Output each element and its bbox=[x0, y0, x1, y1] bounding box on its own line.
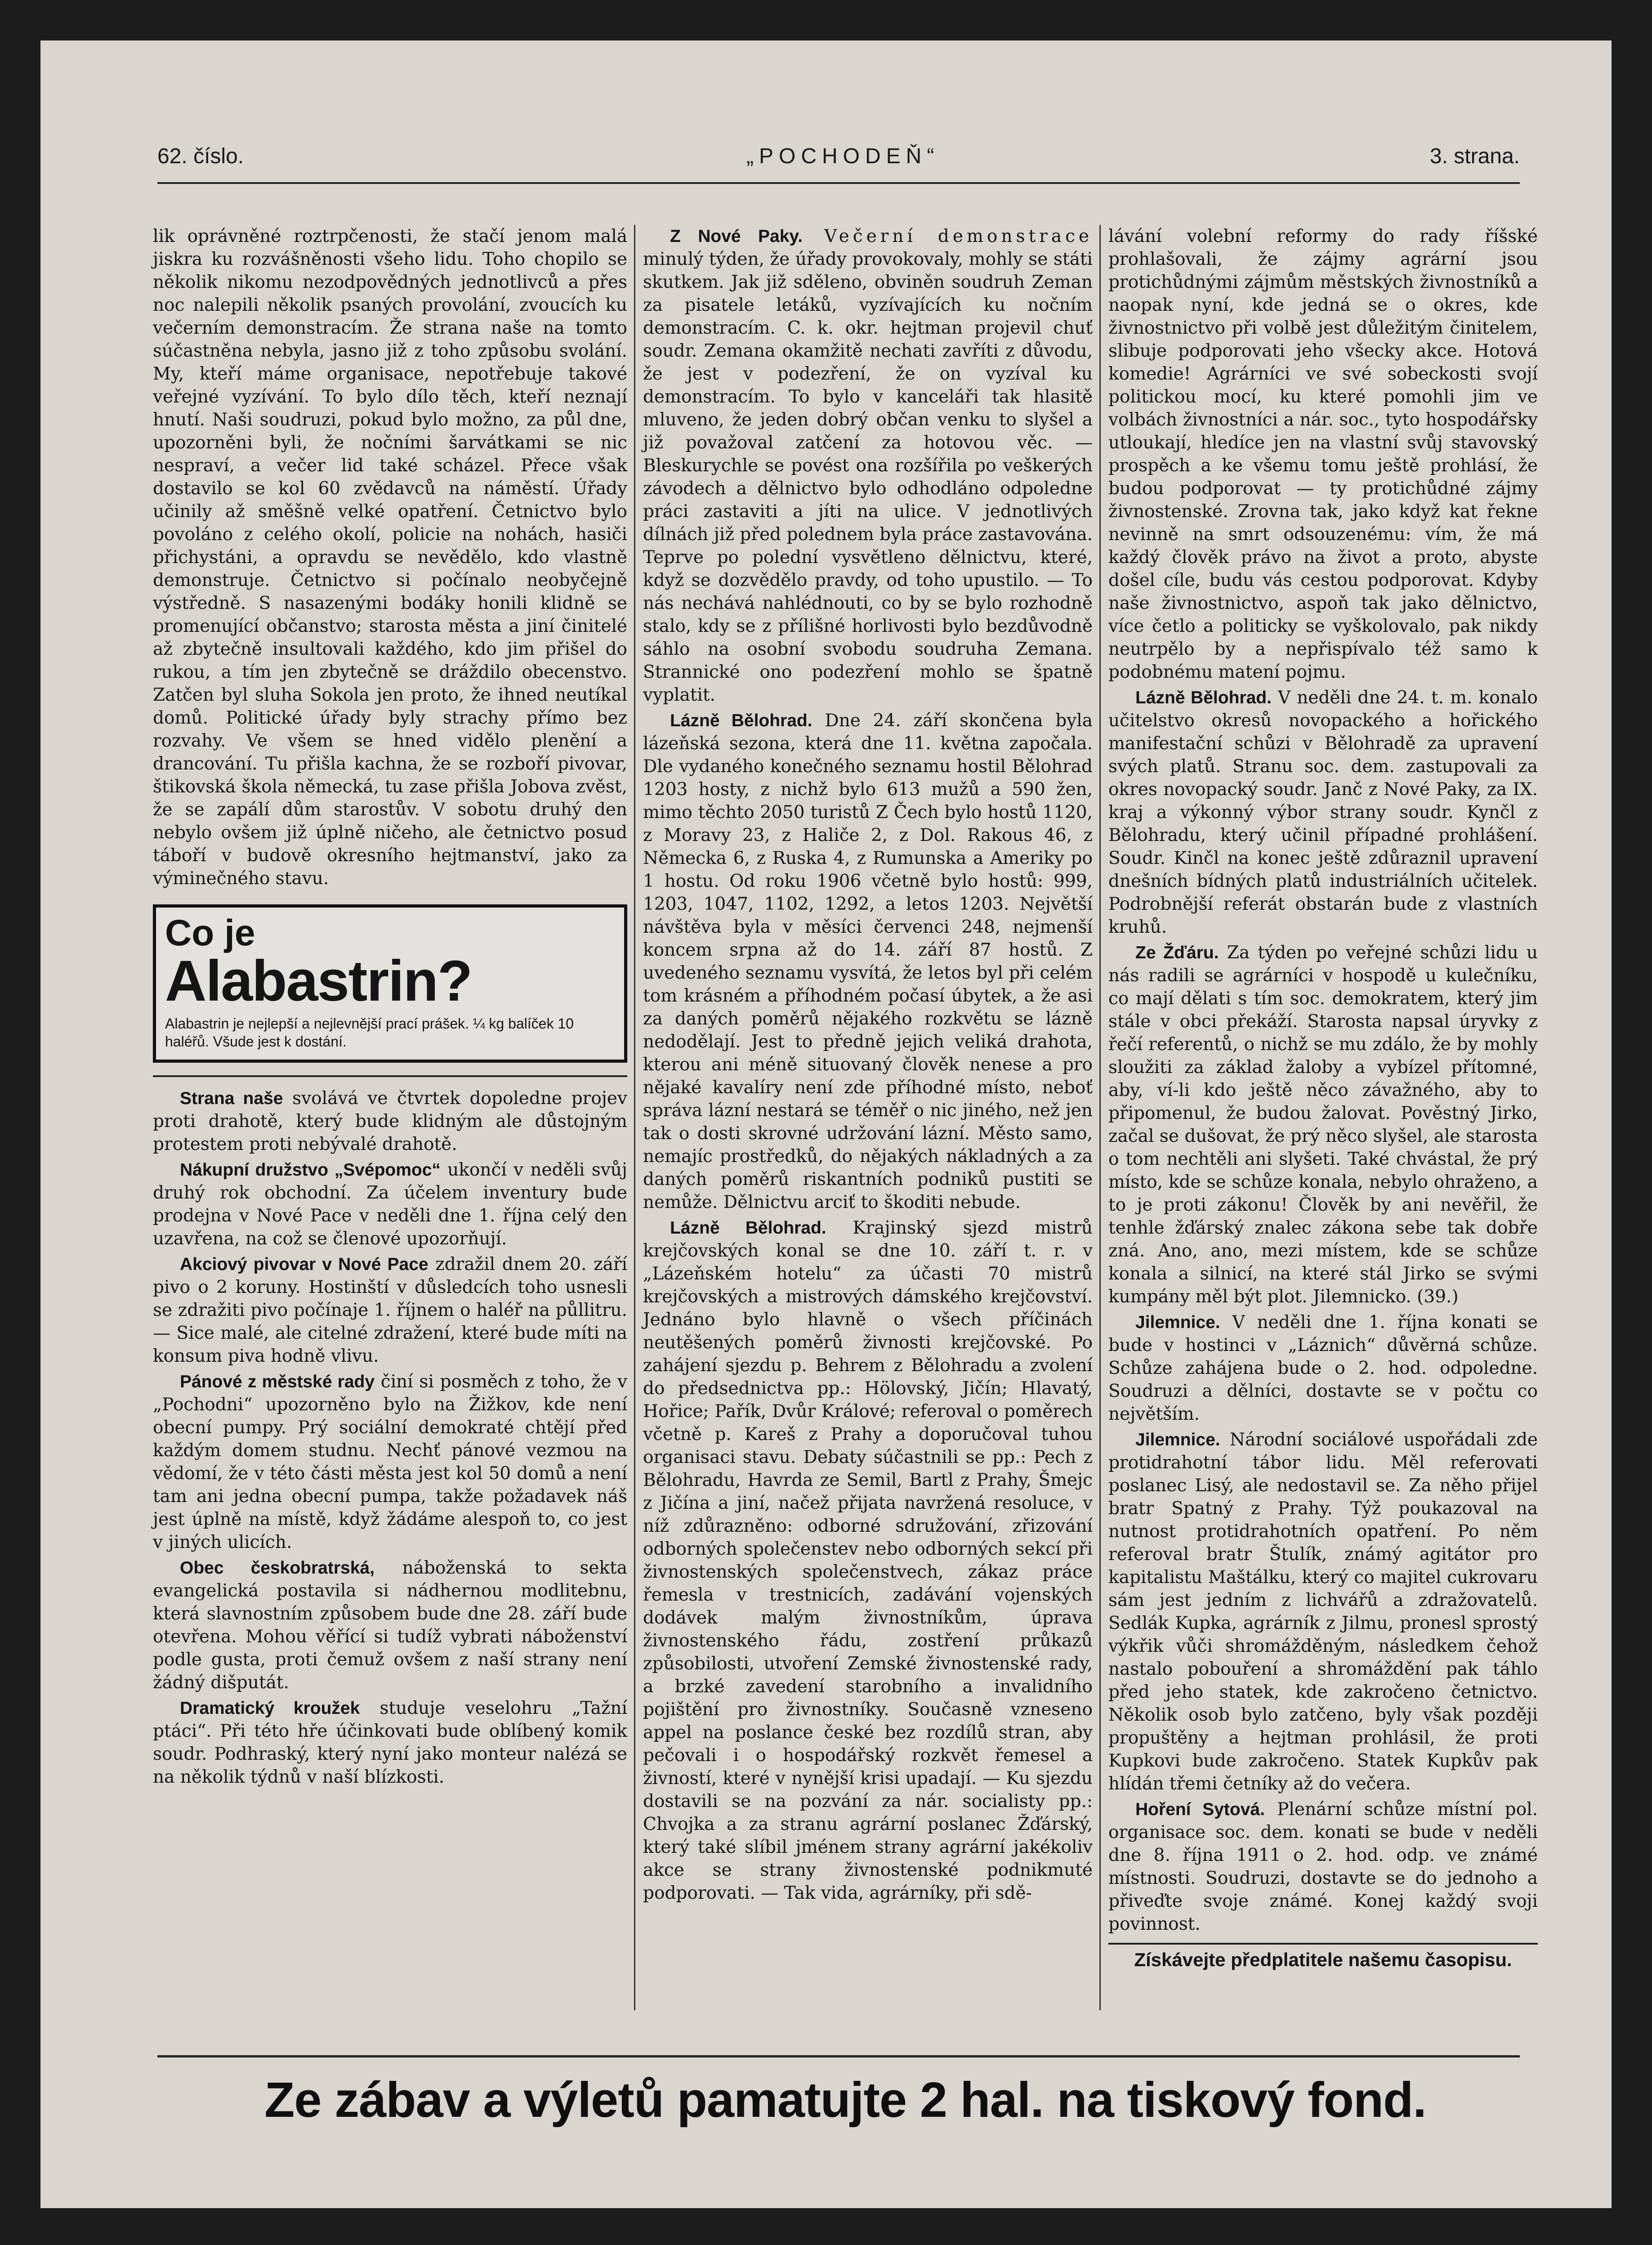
article-lead: Lázně Bělohrad. bbox=[670, 711, 813, 730]
article-ceskobratrska bbox=[153, 1556, 627, 1694]
newspaper-title: „POCHODEŇ“ bbox=[746, 144, 940, 168]
article-body: náboženská to sekta evangelická postavila si nádhernou modlitebnu, která slavnostním způsobem bude dne 28. září bude otevřena. Mohou věřící si tudíž vybrati náboženství podle gusta, proti čemuž ovšem z naší strany není žádný dišputát. bbox=[153, 1558, 628, 1693]
section-rule bbox=[153, 1075, 627, 1077]
article-strana-nase bbox=[153, 1087, 627, 1156]
article-lazne-belohrad-3 bbox=[1108, 686, 1538, 939]
article-body: zdražil dnem 20. září pivo o 2 koruny. Hostinští v důsledcích toho usnesli se zdražiti pivo počínaje 1. říjnem o haléř na půllitru. — Sice malé, ale citelné zdražení, které bude míti na konsum piva hodně vlivu. bbox=[153, 1254, 627, 1366]
article-continuation: lik oprávněné roztrpčenosti, že stačí jenom malá jiskra ku rozvášněnosti všeho lidu. Toho chopilo se několik nikomu nezodpovědných jednotlivců a přes noc nalepili několik psaných provolání, zvoucích ku večerním demonstracím. Že strana naše na tomto súčastněna nebyla, jasno již z toho způsobu svolání. My, kteří máme organisace, nepotřebuje takové veřejné vyzívání. To bylo dílo těch, kteří neznají hnutí. Naši soudruzi, pokud bylo možno, za půl dne, upozorněni byli, že nočními šarvátkami se nic nespraví, a večer lid také scházel. Přece však dostavilo se kol 60 zvědavců na náměstí. Úřady učinily až směšně velké opatření. Četnictvo bylo povoláno z celého okolí, policie na nohách, hasiči přichystáni, a opravdu se nevědělo, kdo vlastně demonstruje. Četnictvo si počínalo neobyčejně výstředně. S nasazenými bodáky honili klidně se promenující občanstvo; starosta města a jiní činitelé až zbytečně insultovali každého, kdo jim přišel do rukou, a tím jen zbytečně se dráždilo obecenstvo. Zatčen byl sluha Sokola jen proto, že ihned neutíkal domů. Politické úřady byly strachy přímo bez rozvahy. Ve všem se hned vidělo plenění a drancování. Tu přišla kachna, že se rozboří pivovar, štikovská škola německá, tu zase přišla Jobova zvěst, že se zapálí dům starostův. V sobotu druhý den nebylo ovšem již úplně ničeho, ale četnictvo posud táboří v budově okresního hejtmanství, jako za výminečného stavu. bbox=[153, 226, 627, 889]
column-divider bbox=[634, 225, 635, 2010]
newspaper-page bbox=[40, 40, 1612, 2208]
article-lead: Strana naše bbox=[180, 1089, 283, 1108]
article-body: Plenární schůze místní pol. organisace soc. dem. konati se bude v neděli dne 8. října 1911 o 2. hod. odp. ve známé místnosti. Soudruzi, dostavte se do jednoho a přiveďte svoje známé. Konej každý svoji povinnost. bbox=[1108, 1799, 1538, 1934]
article-body: V neděli dne 1. října konati se bude v hostinci v „Láznich“ důvěrná schůze. Schůze zahájena bude o 2. hod. odpoledne. Soudruzi a dělníci, dostavte se v počtu co největším. bbox=[1108, 1312, 1538, 1424]
article-lazne-belohrad-1 bbox=[643, 709, 1093, 1214]
article-body: Národní sociálové uspořádali zde protidrahotní tábor lidu. Měl referovati poslanec Lisý, ale nedostavil se. Za něho přijel bratr Spatný z Prahy. Týž poukazoval na nutnost protidrahotních opatření. Po něm referoval bratr Štulík, známý agitátor pro kapitalistu Maštálku, který co majitel cukrovaru sám jest jedním z lichvářů a zdražovatelů. Sedlák Kupka, agrárník z Jilmu, pronesl sprostý výkřik vůči shromážděným, následkem čehož nastalo pobouření a shromáždění pak táhlo před jeho statek, kde zakročeno četnictvo. Několik osob bylo zatčeno, byly však později propuštěny a hejtman prohlásil, že proti Kupkovi bude zakročeno. Statek Kupkův pak hlídán třemi četníky až do večera. bbox=[1108, 1430, 1538, 1794]
article-mestska-rada bbox=[153, 1370, 627, 1554]
header-rule bbox=[157, 182, 1520, 184]
article-lead: Akciový pivovar v Nové Pace bbox=[180, 1255, 429, 1274]
article-body: Krajinský sjezd mistrů krejčovských konal se dne 10. září t. r. v „Lázeňském hotelu“ za účasti 70 mistrů krejčovských a mistrových dámského krejčovství. Jednáno bylo hlavně o všech příčinách neutěšených poměrů živnosti krejčovské. Po zahájení sjezdu p. Behrem z Bělohradu a zvolení do předsednictva pp.: Hölovský, Jičín; Hlavatý, Hořice; Pařík, Dvůr Králové; referoval o poměrech včetně p. Kareš z Prahy a doporučoval tuhou organisaci stavu. Debaty súčastnili se pp.: Pech z Bělohradu, Havrda ze Semil, Bartl z Prahy, Šmejc z Jičína a jiní, načež přijata navržená resoluce, v níž zdůrazněno: odborné sdružování, zřizování odborných společenstev nebo odborných sekcí při živnostenských společenstvech, zákaz práce řemesla v trestnicích, zadávání vojenských dodávek malým živnostníkům, úprava živnostenského řádu, zostření průkazů způsobilosti, utvoření Zemské živnostenské rady, a brzké zavedení starobního a invalidního pojištění pro živnostníky. Současně vzneseno appel na poslance české bez rozdílů stran, aby pečovali i o hospodářský rozkvět řemesel a živností, které v nynější krisi upadají. — Ku sjezdu dostavili se na pozvání za nár. socialisty pp.: Chvojka a za stranu agrární poslanec Žďárský, který také slíbil jménem strany agrární jakékoliv akce se strany živnostenské podnikmuté podporovati. — Tak vida, agrárníky, při sdě- bbox=[643, 1218, 1093, 1903]
article-ze-zdaru bbox=[1108, 941, 1538, 1308]
subscription-banner: Získávejte předplatitele našemu časopisu. bbox=[1108, 1943, 1538, 1971]
article-lead: Lázně Bělohrad. bbox=[1135, 688, 1272, 707]
article-body: Dne 24. září skončena byla lázeňská sezona, která dne 11. května započala. Dle vydaného konečného seznamu hostil Bělohrad 1203 hosty, z nichž bylo 613 mužů a 590 žen, mimo těchto 2050 turistů Z Čech bylo hostů 1120, z Moravy 23, z Haliče 2, z Dol. Rakous 46, z Německa 6, z Ruska 4, z Rumunska a Ameriky po 1 hostu. Od roku 1906 včetně bylo hostů: 999, 1203, 1047, 1102, 1292, a letos 1203. Největší návštěva byla v měsíci červenci 248, nejmenší koncem srpna až do 14. září 87 hostů. Z uvedeného seznamu vysvítá, že letos byl při celém tom krásném a příhodném počasí úbytek, a že asi za daných poměrů nějakého rozkvětu se lázně nedodělají. Jest to předně jejich veliká drahota, kterou ani méně situovaný člověk nenese a pro nějaké kavalíry není zde příhodné místo, neboť správa lázní nestará se téměř o nic jiného, než jen tak o dosti skrovné udržování lázní. Město samo, nemajíc prostředků, do nějakých nákladných a za daných poměrů riskantních podniků pustiti se nemůže. Dělnictvu arciť to škoditi nebude. bbox=[643, 711, 1093, 1212]
article-lead: Ze Žďáru. bbox=[1135, 943, 1219, 962]
article-body: svolává ve čtvrtek dopoledne projev proti drahotě, který bude klidným ale důstojným protestem proti nebývalé drahotě. bbox=[153, 1088, 627, 1154]
article-horeni-sytova bbox=[1108, 1798, 1538, 1936]
article-body: V neděli dne 24. t. m. konalo učitelstvo okresů novopackého a hořického manifestační schůzi v Bělohradě za upravení svých platů. Stranu soc. dem. zastupovali za okres novopacký soudr. Janč z Nové Paky, za IX. kraj a výkonný výbor strany soudr. Kynčl z Bělohradu, který učinil případné prohlášení. Soudr. Kinčl na konec ještě zdůraznil upravení dnešních bídných platů industriálních učitelek. Podrobnější referát obstarán bude z vlastních kruhů. bbox=[1108, 688, 1538, 937]
page-header bbox=[157, 144, 1520, 198]
ad-question: Co je bbox=[165, 912, 255, 953]
page-number: 3. strana. bbox=[1429, 144, 1520, 168]
article-dramaticky-krouzek bbox=[153, 1697, 627, 1789]
article-lead: Pánové z městské rady bbox=[180, 1372, 375, 1391]
article-lead: Obec českobratrská, bbox=[180, 1558, 375, 1578]
article-lead: Jilemnice. bbox=[1135, 1313, 1220, 1332]
article-lead: Hoření Sytová. bbox=[1135, 1800, 1265, 1819]
column-3 bbox=[1108, 225, 1538, 1971]
article-nova-paka bbox=[643, 225, 1093, 707]
article-body: minulý týden, že úřady provokovaly, mohly se státi skutkem. Jak již sděleno, obviněn soudruh Zeman za pisatele letáků, vyzívajících ku nočním demonstracím. C. k. okr. hejtman projevil chuť soudr. Zemana okamžitě nechati zavříti z důvodu, že jest v podezření, že on vyzíval ku demonstracím. To bylo v kanceláři tak hlasitě mluveno, že jeden dobrý občan venku to slyšel a již považoval zatčení za hotovou věc. — Bleskurychle se povést ona rozšířila po veškerých závodech a dělnictvo bylo odhodláno odpoledne práci zastaviti a jíti na ulice. V jednotlivých dílnách již před polednem byla práce zastavována. Teprve po polední vysvětleno dělnictvu, které, když se dozvědělo pravdy, od toho upustilo. — To nás nechává nahlédnouti, co by se bylo rozhodně stalo, kdy se z přílišné horlivosti bylo bezdůvodně sáhlo na osobní svobodu soudruha Zemana. Strannické ono podezření mohlo se špatně vyplatit. bbox=[643, 249, 1093, 705]
column-1 bbox=[153, 225, 627, 1791]
article-continuation: lávání volební reformy do rady říšské prohlašovali, že zájmy agrární jsou protichůdnými zájmům městských živnostníků a naopak nyní, kde jedná se o okres, kde živnostnictvo při volbě jest důležitým činitelem, slibuje podporovati jeho všecky akce. Hotová komedie! Agrárníci ve své sobeckosti svojí politickou mocí, ku které pomohli jim ve volbách živnostníci a nár. soc., tyto hospodářsky utloukají, hledíce jen na vlastní svůj stavovský prospěch a ke všemu tomu ještě prohlásí, že budou podporovat — ty protichůdné zájmy živnostenské. Zrovna tak, jako když kat řekne nevinně na smrt odsouzenému: vím, že má každý člověk právo na život a proto, abyste došel cíle, budu vás cestou podporovat. Kdyby naše živnostnictvo, aspoň tak jako dělnictvo, více četlo a politicky se vyškolovalo, pak nikdy neutrpělo by a nepřispívalo též samo k podobnému matení pojmu. bbox=[1108, 226, 1538, 682]
article-body: ukončí v neděli svůj druhý rok obchodní. Za účelem inventury bude prodejna v Nové Pace v neděli dne 1. října celý den uzavřena, na což se členové upozorňují. bbox=[153, 1160, 628, 1249]
alabastrin-advertisement bbox=[153, 904, 627, 1063]
article-lead: Nákupní družstvo „Svépomoc“ bbox=[180, 1160, 441, 1180]
article-spaced: Večerní demonstrace bbox=[803, 226, 1093, 246]
ad-description: Alabastrin je nejlepší a nejlevnější prací prášek. ¼ kg balíček 10 haléřů. Všude jest k dostání. bbox=[165, 1015, 574, 1050]
footer-rule bbox=[157, 2055, 1520, 2057]
issue-number: 62. číslo. bbox=[157, 144, 244, 168]
article-lead: Lázně Bělohrad. bbox=[670, 1218, 826, 1238]
article-body: studuje veselohru „Tažní ptáci“. Při této hře účinkovati bude oblíbený komik soudr. Podhraský, který nyní jako monteur nalézá se na několik týdnů v naší blízkosti. bbox=[153, 1698, 627, 1787]
ad-brand: Alabastrin? bbox=[165, 949, 472, 1013]
article-svepomoc bbox=[153, 1158, 627, 1250]
press-fund-slogan: Ze zábav a výletů pamatujte 2 hal. na tiskový fond. bbox=[264, 2072, 1426, 2128]
article-jilemnice-2 bbox=[1108, 1428, 1538, 1795]
article-jilemnice-1 bbox=[1108, 1311, 1538, 1426]
article-lead: Dramatický kroužek bbox=[180, 1699, 360, 1718]
article-lazne-belohrad-2 bbox=[643, 1216, 1093, 1905]
article-lead: Z Nové Paky. bbox=[670, 227, 803, 246]
column-divider bbox=[1099, 225, 1101, 2010]
article-body: činí si posměch z toho, že v „Pochodni“ upozorněno bylo na Žižkov, kde není obecní pumpy. Prý sociální demokraté chtějí před každým domem studnu. Nechť pánové vezmou na vědomí, že v této části města jest kol 50 domů a není tam ani jedna obecní pumpa, takže požadavek náš jest úplně na místě, když žádáme alespoň to, co jest v jiných ulicích. bbox=[153, 1372, 627, 1552]
article-pivovar bbox=[153, 1253, 627, 1368]
article-body: Za týden po veřejné schůzi lidu u nás radili se agrárníci v hospodě u kulečníku, co mají dělati s tím soc. demokratem, který jim stále v obci překáží. Starosta napsal úryvky z řečí referentů, o nichž se mu zdálo, že by mohly sloužiti za základ žaloby a vybízel přítomné, aby, ví-li kdo ještě něco závažného, aby to připomenul, že budou žalovat. Pověstný Jirko, začal se dušovat, že prý něco slyšel, ale starosta o tom nechtěli ani slyšeti. Také chvástal, že prý místo, kde se schůze konala, nebylo ohraženo, a to je proti zákonu! Člověk by ani nevěřil, že tenhle žďárský znalec zákona sebe tak dobře zná. Ano, ano, mezi místem, kde se schůze konala a silnicí, na které stál Jirko se svými kumpány měl být plot. Jilemnicko. (39.) bbox=[1108, 943, 1538, 1307]
article-lead: Jilemnice. bbox=[1135, 1430, 1220, 1449]
column-2 bbox=[643, 225, 1093, 1907]
